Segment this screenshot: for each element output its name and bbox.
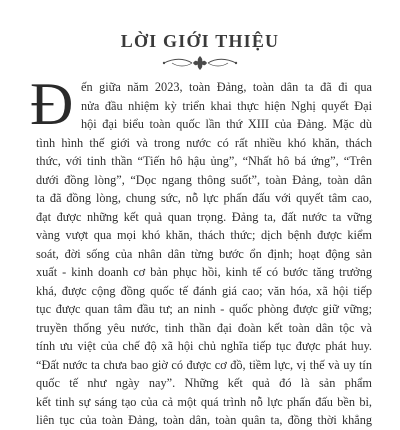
text-line: ến giữa năm 2023, toàn Đảng, toàn dân ta đã đi qua <box>81 80 372 94</box>
floral-ornament-icon <box>160 54 240 72</box>
page-heading: LỜI GIỚI THIỆU <box>120 31 280 51</box>
body-text <box>36 78 372 430</box>
text-line: “Đất nước ta chưa bao giờ có được cơ đồ, tiềm lực, vị thế và uy tín <box>36 357 372 372</box>
text-line: xuất - kinh doanh cơ bản phục hồi, kinh tế có bước tăng trưởng <box>36 265 372 279</box>
text-line: tục được quan tâm đầu tư; an ninh - quốc phòng được giữ vững; <box>36 302 372 316</box>
text-line: vàng vượt qua mọi khó khăn, thách thức; dịch bệnh được kiểm <box>36 228 372 242</box>
text-line: nửa đầu nhiệm kỳ triển khai thực hiện Nghị quyết Đại <box>81 98 372 113</box>
text-line: khá, được cộng đồng quốc tế đánh giá cao; văn hóa, xã hội tiếp <box>36 283 372 298</box>
text-line: quốc tế như ngày nay”. Những kết quả đó là sản phẩm <box>36 376 372 390</box>
text-line: liên tục của toàn Đảng, toàn dân, toàn quân ta, đồng thời khẳng <box>36 413 372 427</box>
drop-cap: Đ <box>30 71 74 137</box>
text-line: dưới đồng lòng”, “Dọc ngang thông suốt”, toàn Đảng, toàn dân <box>36 172 372 187</box>
text-line: tình hình thế giới và trong nước có rất nhiều khó khăn, thách <box>36 135 372 150</box>
text-line: soát, đời sống của nhân dân từng bước ổn định; hoạt động sản <box>36 246 372 261</box>
text-line: tính ưu việt của chế độ xã hội chủ nghĩa tiếp tục được phát huy. <box>36 339 372 353</box>
text-line: đạt được những kết quả quan trọng. Đảng ta, đất nước ta vững <box>36 209 372 224</box>
text-line: truyền thống yêu nước, tinh thần đại đoàn kết toàn dân tộc và <box>36 320 372 335</box>
text-line: ta đã đồng lòng, chung sức, nỗ lực phấn đấu với quyết tâm cao, <box>36 191 372 205</box>
text-line: thức, với tinh thần “Tiến hô hậu ủng”, “Nhất hô bá ứng”, “Trên <box>36 154 372 168</box>
text-line: kết tinh sự sáng tạo của cả một quá trình nỗ lực phấn đấu bền bỉ, <box>36 394 372 409</box>
text-line: hội đại biểu toàn quốc lần thứ XIII của Đảng. Mặc dù <box>81 117 372 131</box>
